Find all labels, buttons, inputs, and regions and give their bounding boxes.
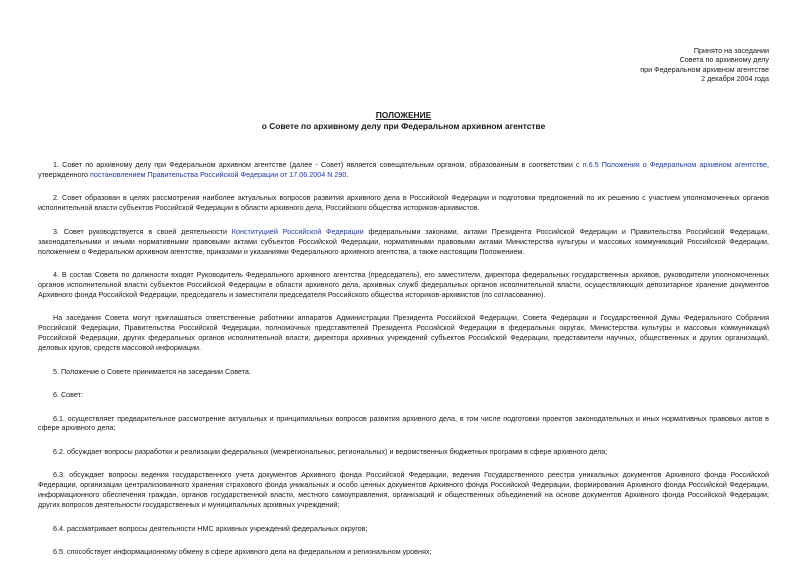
link-government-resolution[interactable]: постановлением Правительства Российской Федерации от 17.06.2004 N 290 [90,169,347,179]
paragraph-6-3: 6.3. обсуждает вопросы ведения государственного учета документов Архивного фонда Российской Федерации, ведения Государственного реестра уникальных документов Архивного фонда Российской Федерации, организации централизованного хранения страхового фонда уникальных и особо ценных документов Архивного фонда Российской Федерации, формирования Архивного фонда Российской Федерации, информационного обеспечения граждан, органов государственной власти, местного самоуправления, организаций и общественных объединений на основе документов Архивного фонда Российской Федерации; других вопросов деятельности государственных и муниципальных архивных учреждений; [38,470,769,510]
paragraph-text: федеральными законами, актами Президента Российской Федерации и Правительства Российской Федерации, законодательными и иными нормативными правовыми актами субъектов Российской Федерации, нормативными правовыми актами Министерства культуры и массовых коммуникаций Российской Федерации, положением о Федеральном архивном агентстве, приказами и указаниями Федерального архивного агентства, а также настоящим Положением. [38,226,769,256]
paragraph-text: , утвержденного [38,160,769,179]
document-title [0,110,807,133]
link-agency-regulation[interactable]: п.6.5 Положения о Федеральном архивном агентстве [582,160,767,169]
paragraph-6-5: 6.5. способствует информационному обмену в сфере архивного дела на федеральном и региональном уровнях; [53,547,432,556]
link-constitution[interactable]: Конституцией Российской Федерации [231,226,364,236]
title-subheading: о Совете по архивному делу при Федеральном архивном агентстве [261,121,546,132]
paragraph-4-invitees: На заседания Совета могут приглашаться ответственные работники аппаратов Администрации Президента Российской Федерации, Совета Федерации и Государственной Думы Федерального Собрания Российской Федерации, Правительства Российской Федерации, полномочных представителей Президента Российской Федерации в федеральных округах, Министерства культуры и массовых коммуникаций Российской Федерации, других федеральных органов исполнительной власти, директора архивных учреждений субъектов Российской Федерации, представители научных, общественных и других организаций, деловых кругов, средств массовой информации. [38,313,769,353]
paragraph-text: 1. Совет по архивному делу при Федеральном архивном агентстве (далее - Совет) является совещательным органом, образованным в соответствии с [53,160,583,169]
approval-line: Совета по архивному делу [679,55,769,65]
approval-line: при Федеральном архивном агентстве [640,64,769,74]
paragraph-text: . [346,169,349,179]
paragraph-6: 6. Совет: [53,390,83,400]
paragraph-6-4: 6.4. рассматривает вопросы деятельности НМС архивных учреждений федеральных округов; [53,523,368,533]
approval-line: Принято на заседании [693,46,769,55]
document-body [38,160,769,570]
paragraph-4: 4. В состав Совета по должности входят Руководитель Федерального архивного агентства (председатель), его заместители, директора федеральных государственных архивов, руководители уполномоченных органов исполнительной власти субъектов Российской Федерации в области архивного дела, архивных служб федеральных органов исполнительной власти, осуществляющих депозитарное хранение документов Архивного фонда Российской Федерации, председатель и заместители председателя Российского общества историков-архивистов (по согласованию). [38,270,769,299]
approval-stamp [640,46,769,83]
title-heading: ПОЛОЖЕНИЕ [375,110,432,120]
approval-date: 2 декабря 2004 года [701,74,769,84]
paragraph-3 [38,227,769,257]
paragraph-text: 3. Совет руководствуется в своей деятельности [53,226,232,236]
paragraph-6-1: 6.1. осуществляет предварительное рассмотрение актуальных и принципиальных вопросов развития архивного дела, в том числе подготовки проектов законодательных и иных нормативных правовых актов в сфере архивного дела; [38,413,769,433]
paragraph-5: 5. Положение о Совете принимается на заседании Совета. [53,366,251,376]
paragraph-1 [38,160,769,180]
paragraph-2: 2. Совет образован в целях рассмотрения наиболее актуальных вопросов развития архивного дела в Российской Федерации и подготовки предложений по их решению с участием уполномоченных органов исполнительной власти субъектов Российской Федерации в области архивного дела, Российского общества историков-архивистов. [38,193,769,213]
paragraph-6-2: 6.2. обсуждает вопросы разработки и реализации федеральных (межрегиональных, региональных) и ведомственных бюджетных программ в сфере архивного дела; [53,446,608,456]
